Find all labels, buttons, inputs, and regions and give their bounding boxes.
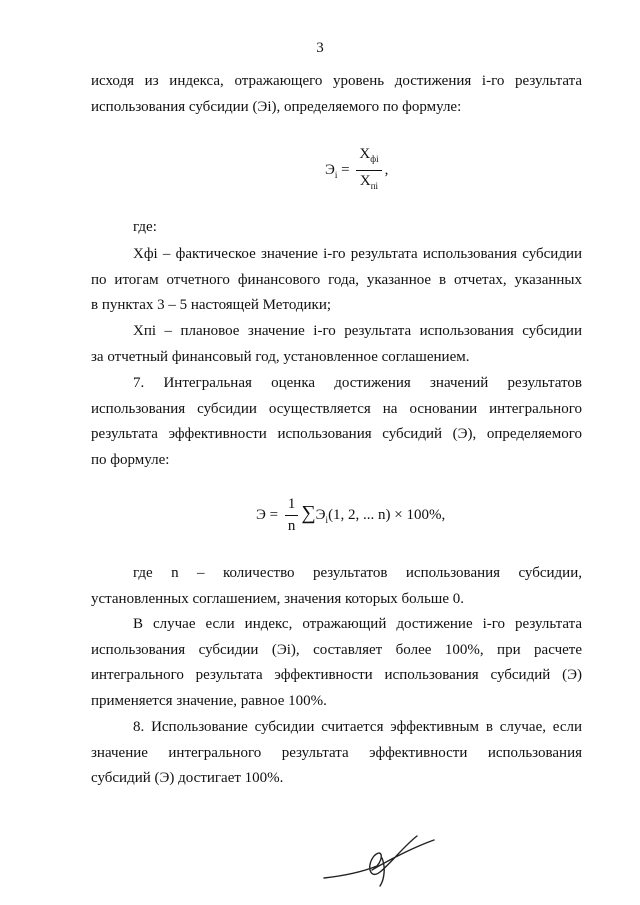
- text-line: результата эффективности использования субсидий (Э), определяемого: [91, 426, 582, 442]
- formula-lhs: Э: [325, 161, 335, 178]
- formula-eq: =: [269, 506, 279, 523]
- paragraph-case: [91, 612, 582, 714]
- text-line: использования субсидии (Эi), составляет более 100%, при расчете: [91, 641, 582, 658]
- numerator: 1: [285, 496, 299, 516]
- text-line: Хфi – фактическое значение i-го результата использования субсидии: [133, 246, 582, 262]
- fraction: [285, 496, 299, 535]
- text-line: в пунктах 3 – 5 настоящей Методики;: [91, 297, 332, 313]
- text-line: субсидий (Э) достигает 100%.: [91, 770, 284, 786]
- text-line: 8. Использование субсидии считается эффективным в случае, если: [133, 719, 582, 735]
- formula-tail: ,: [384, 161, 389, 178]
- paragraph-xpi: [91, 319, 582, 370]
- denominator: Х: [359, 173, 371, 189]
- text-line: применяется значение, равное 100%.: [91, 692, 327, 709]
- sum-symbol: ∑: [301, 501, 316, 524]
- text-line: использования субсидии осуществляется на основании интегрального: [91, 400, 582, 417]
- text-line: В случае если индекс, отражающий достижение i-го результата: [133, 616, 582, 632]
- signature: [322, 828, 442, 888]
- formula-lhs-sub: i: [334, 169, 338, 180]
- formula-lhs: Э: [256, 506, 266, 523]
- text-line: значение интегрального результата эффективности использования: [91, 744, 582, 761]
- text-line: за отчетный финансовый год, установленное соглашением.: [91, 348, 470, 365]
- formula-index: [325, 146, 388, 195]
- paragraph-where: [91, 215, 582, 241]
- paragraph-n: [91, 561, 582, 612]
- paragraph-xfi: [91, 242, 582, 319]
- text-line: использования субсидии (Эi), определяемого по формуле:: [91, 98, 462, 115]
- text-line: исходя из индекса, отражающего уровень достижения i-го результата: [91, 73, 582, 89]
- text-line: Хпi – плановое значение i-го результата использования субсидии: [133, 323, 582, 339]
- numerator: Х: [359, 146, 371, 162]
- sum-args: (1, 2, ... n) × 100%,: [328, 506, 446, 523]
- text-line: где n – количество результатов использования субсидии,: [133, 565, 582, 581]
- denominator-sub: пi: [370, 181, 379, 191]
- text-line: по формуле:: [91, 451, 170, 468]
- paragraph-index: [91, 69, 582, 120]
- formula-eq: =: [341, 161, 350, 178]
- text-line: 7. Интегральная оценка достижения значений результатов: [133, 375, 582, 391]
- paragraph-8: [91, 715, 582, 792]
- text-line: по итогам отчетного финансового года, указанное в отчетах, указанных: [91, 271, 582, 288]
- text-line: где:: [133, 219, 157, 235]
- numerator-sub: фi: [370, 154, 379, 164]
- fraction: [356, 146, 381, 195]
- text-line: установленных соглашением, значения которых больше 0.: [91, 590, 464, 607]
- denominator: n: [287, 518, 296, 534]
- formula-integral: [256, 496, 445, 535]
- page-number: 3: [316, 40, 324, 56]
- sum-body-sub: i: [325, 514, 329, 525]
- paragraph-7: [91, 371, 582, 473]
- sum-body: Э: [315, 506, 326, 523]
- text-line: интегрального результата эффективности использования субсидий (Э): [91, 667, 582, 683]
